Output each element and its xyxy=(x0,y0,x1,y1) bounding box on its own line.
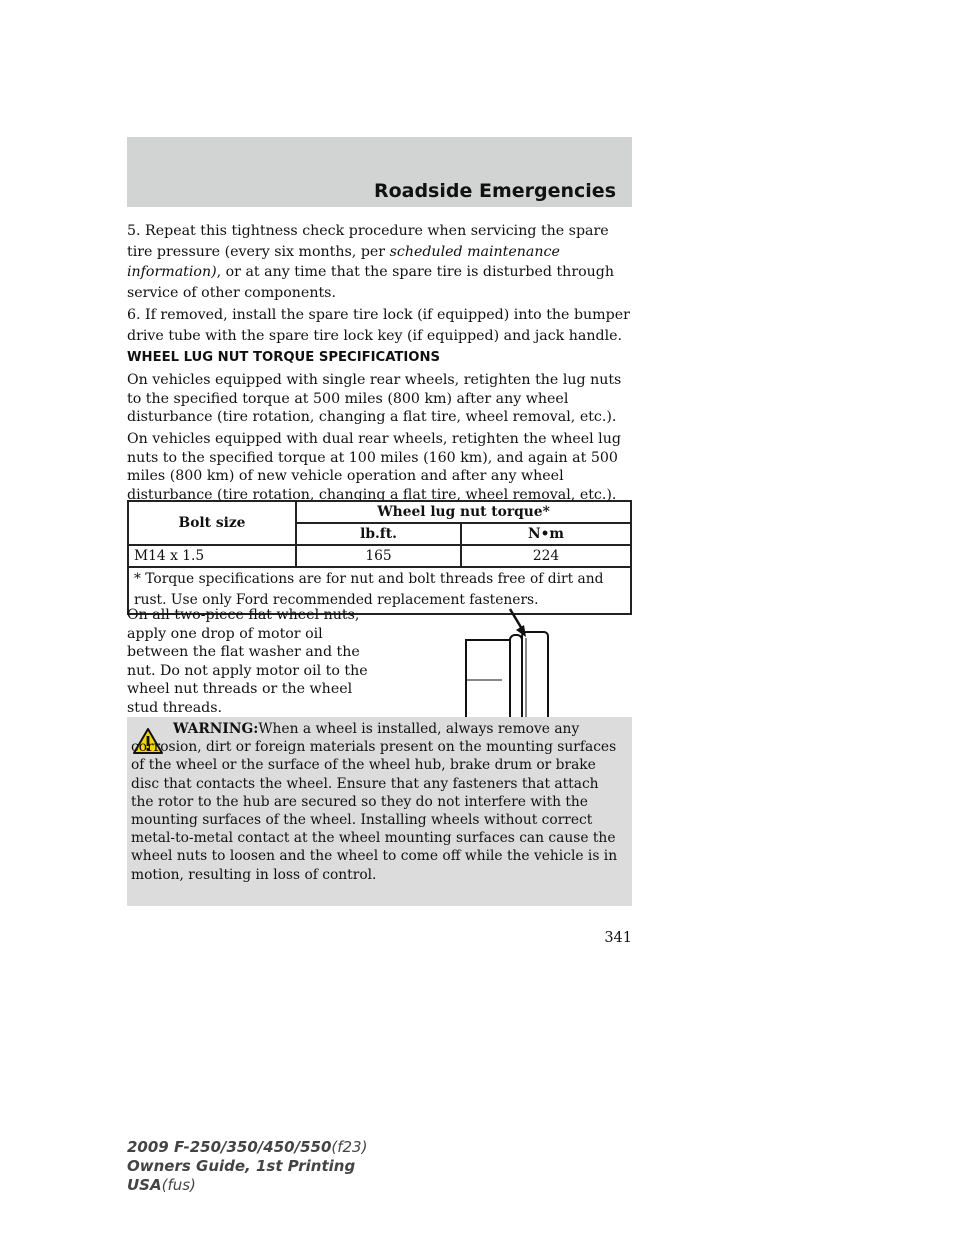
footer-line-2 xyxy=(127,1157,367,1176)
footer-line-3 xyxy=(127,1176,367,1195)
warning-body: When a wheel is installed, always remove any corrosion, dirt or foreign materials present on the mounting surfaces of the wheel or the surface of the wheel hub, brake drum or brake disc that contacts the wheel. Ensure that any fasteners that attach the rotor to the hub are secured so they do not interfere with the mounting surfaces of the wheel. Installing wheels without correct metal-to-metal contact at the wheel mounting surfaces can cause the wheel nuts to loosen and the wheel to come off while the vehicle is in motion, resulting in loss of control. xyxy=(131,721,618,883)
footer-model-code: (f23) xyxy=(331,1138,368,1156)
bolt-size-cell: M14 x 1.5 xyxy=(128,545,296,567)
footer-guide: Owners Guide, 1st Printing xyxy=(127,1157,356,1175)
section-title: Roadside Emergencies xyxy=(373,180,616,202)
page-number: 341 xyxy=(604,930,632,946)
step-5-text-end: , or at any time that the spare tire is disturbed through service of other components. xyxy=(127,264,614,301)
nm-header: N•m xyxy=(461,523,631,545)
footer-region-code: (fus) xyxy=(161,1176,196,1194)
warning-box xyxy=(127,717,632,906)
section-header xyxy=(127,137,632,207)
torque-table xyxy=(127,500,632,615)
torque-specs-heading: WHEEL LUG NUT TORQUE SPECIFICATIONS xyxy=(127,350,441,365)
step-5-paragraph xyxy=(127,221,632,303)
lbft-cell: 165 xyxy=(296,545,461,567)
footer-line-1 xyxy=(127,1138,367,1157)
lbft-header: lb.ft. xyxy=(296,523,461,545)
lug-nut-illustration xyxy=(464,605,572,725)
single-rear-paragraph: On vehicles equipped with single rear wheels, retighten the lug nuts to the specified torque at 500 miles (800 km) after any wheel disturbance (tire rotation, changing a flat tire, wheel removal, etc.). xyxy=(127,372,622,425)
warning-text xyxy=(131,720,624,884)
footer-model: 2009 F-250/350/450/550 xyxy=(127,1138,332,1156)
warning-label: WARNING: xyxy=(173,721,259,737)
table-header-row xyxy=(128,501,631,523)
lug-nut-diagram xyxy=(464,605,572,725)
bolt-size-header: Bolt size xyxy=(128,501,296,545)
nm-cell: 224 xyxy=(461,545,631,567)
footer-print-info xyxy=(127,1138,367,1195)
maintenance-reference: scheduled maintenance information) xyxy=(127,243,560,280)
table-row xyxy=(128,545,631,567)
two-piece-note: On all two-piece flat wheel nuts, apply one drop of motor oil between the flat washer and the nut. Do not apply motor oil to the wheel nut threads or the wheel stud threads. xyxy=(127,607,368,716)
dual-rear-paragraph: On vehicles equipped with dual rear wheels, retighten the wheel lug nuts to the specified torque at 100 miles (160 km), and again at 500 miles (800 km) of new vehicle operation and after any wheel disturbance (tire rotation, changing a flat tire, wheel removal, etc.). xyxy=(127,431,621,503)
torque-header: Wheel lug nut torque* xyxy=(296,501,631,523)
table-footnote: * Torque specifications are for nut and bolt threads free of dirt and rust. Use only Ford recommended replacement fasteners. xyxy=(128,567,631,614)
step-6-paragraph: 6. If removed, install the spare tire lock (if equipped) into the bumper drive tube with the spare tire lock key (if equipped) and jack handle. xyxy=(127,307,630,344)
footer-region: USA xyxy=(127,1176,162,1194)
step-5-text: 5. Repeat this tightness check procedure when servicing the spare tire pressure (every six months, per xyxy=(127,223,609,260)
